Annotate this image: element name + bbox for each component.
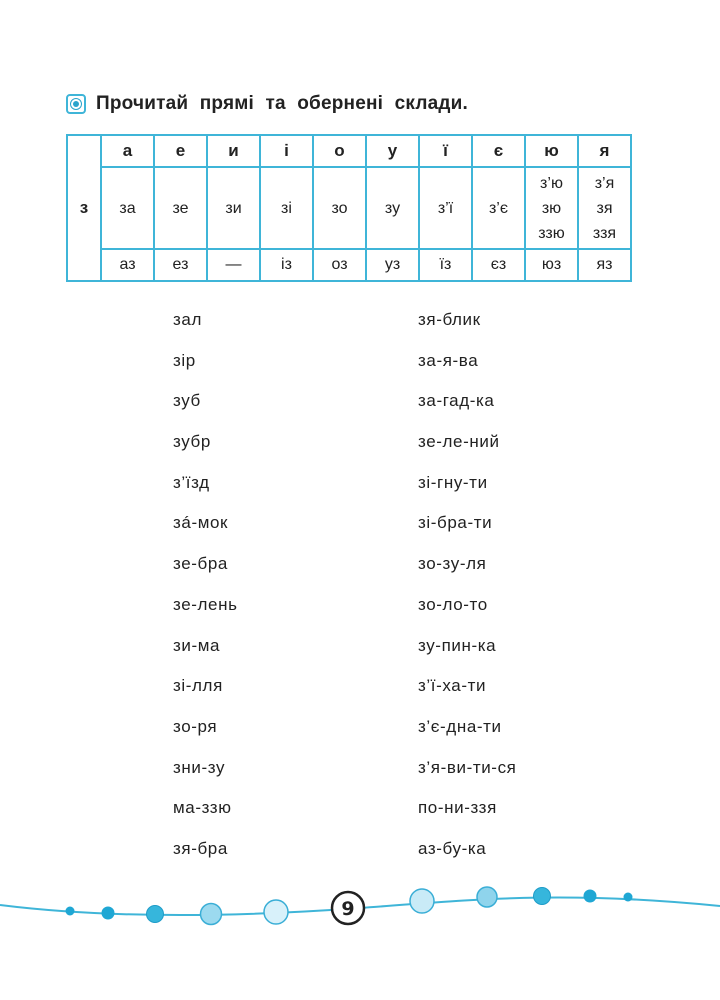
vowel-cell: я [578, 135, 631, 167]
footer-dot [477, 887, 497, 907]
word-item: по-ни-ззя [418, 798, 497, 818]
direct-syllable-cell [260, 167, 313, 249]
word-list-left [173, 307, 238, 877]
footer-dot [584, 890, 597, 903]
syllable: зю [541, 199, 562, 217]
vowel-cell: є [472, 135, 525, 167]
word-item: зубр [173, 432, 211, 452]
syllable: зе [172, 199, 189, 217]
vowel-cell: у [366, 135, 419, 167]
word-item: ма-ззю [173, 798, 232, 818]
page-number: 9 [341, 898, 355, 920]
vowel-cell: е [154, 135, 207, 167]
word-item: зі-лля [173, 676, 223, 696]
task-title: Прочитай прямі та обернені склади. [96, 93, 468, 114]
syllable: зи [225, 199, 242, 217]
reverse-syllable-cell: із [260, 249, 313, 281]
page-footer-decoration [0, 860, 720, 970]
footer-dot [264, 900, 288, 924]
reverse-syllable-cell: аз [101, 249, 154, 281]
word-item: зо-ря [173, 716, 218, 736]
reverse-syllable-cell: яз [578, 249, 631, 281]
syllable: з’ї [437, 199, 454, 217]
word-item: зни-зу [173, 757, 226, 777]
syllable: ззю [538, 224, 565, 242]
vowel-cell: о [313, 135, 366, 167]
vowel-cell: і [260, 135, 313, 167]
word-item: зі-бра-ти [418, 513, 493, 533]
syllable: зі [281, 199, 292, 217]
syllable: з’я [594, 174, 615, 192]
vowel-cell: ї [419, 135, 472, 167]
word-item: за-я-ва [418, 350, 479, 370]
reverse-syllable-row [67, 249, 631, 281]
task-header [66, 93, 468, 115]
word-item: за-гад-ка [418, 391, 495, 411]
syllable: зу [384, 199, 401, 217]
word-item: з’їзд [173, 472, 210, 492]
word-item: з’я-ви-ти-ся [418, 757, 517, 777]
direct-syllable-cell [366, 167, 419, 249]
task-read-icon [66, 94, 86, 114]
vowel-cell: а [101, 135, 154, 167]
word-item: з’є-дна-ти [418, 716, 502, 736]
direct-syllable-cell [525, 167, 578, 249]
word-item: зі-гну-ти [418, 472, 488, 492]
syllable-table [66, 134, 632, 282]
footer-dot [624, 893, 633, 902]
word-item: зо-зу-ля [418, 554, 487, 574]
syllable: ззя [592, 224, 617, 242]
direct-syllable-cell [578, 167, 631, 249]
syllable: з’є [488, 199, 509, 217]
vowel-row [67, 135, 631, 167]
syllable: з’ю [540, 174, 563, 192]
reverse-syllable-cell: ез [154, 249, 207, 281]
word-item: зе-бра [173, 554, 228, 574]
footer-dot [147, 906, 164, 923]
word-item: зір [173, 350, 196, 370]
reverse-syllable-cell: юз [525, 249, 578, 281]
word-item: з’ї-ха-ти [418, 676, 487, 696]
direct-syllable-cell [419, 167, 472, 249]
syllable: зо [331, 199, 348, 217]
footer-dot [201, 904, 222, 925]
reverse-syllable-cell: єз [472, 249, 525, 281]
word-list-right [418, 307, 516, 877]
footer-dot [66, 907, 75, 916]
word-item: аз-бу-ка [418, 838, 487, 858]
word-item: зя-блик [418, 310, 481, 329]
word-item: зя-бра [173, 838, 228, 858]
word-item: зе-лень [173, 594, 238, 614]
footer-dot [102, 907, 115, 920]
syllable: за [119, 199, 136, 217]
footer-dot [534, 888, 551, 905]
direct-syllable-cell [154, 167, 207, 249]
consonant-cell: з [67, 135, 101, 281]
word-item: зи-ма [173, 635, 221, 655]
direct-syllable-cell [313, 167, 366, 249]
direct-syllable-row [67, 167, 631, 249]
word-item: зуб [173, 391, 201, 411]
direct-syllable-cell [472, 167, 525, 249]
direct-syllable-cell [101, 167, 154, 249]
reverse-syllable-cell: оз [313, 249, 366, 281]
word-item: зе-ле-ний [418, 432, 500, 452]
syllable: зя [596, 199, 613, 217]
word-item: зу-пин-ка [418, 635, 497, 655]
word-item: зо-ло-то [418, 594, 488, 614]
reverse-syllable-cell: їз [419, 249, 472, 281]
footer-dot [410, 889, 434, 913]
word-item: зá-мок [173, 513, 229, 533]
vowel-cell: и [207, 135, 260, 167]
reverse-syllable-cell: — [207, 249, 260, 281]
word-item: зал [173, 310, 202, 329]
reverse-syllable-cell: уз [366, 249, 419, 281]
vowel-cell: ю [525, 135, 578, 167]
direct-syllable-cell [207, 167, 260, 249]
